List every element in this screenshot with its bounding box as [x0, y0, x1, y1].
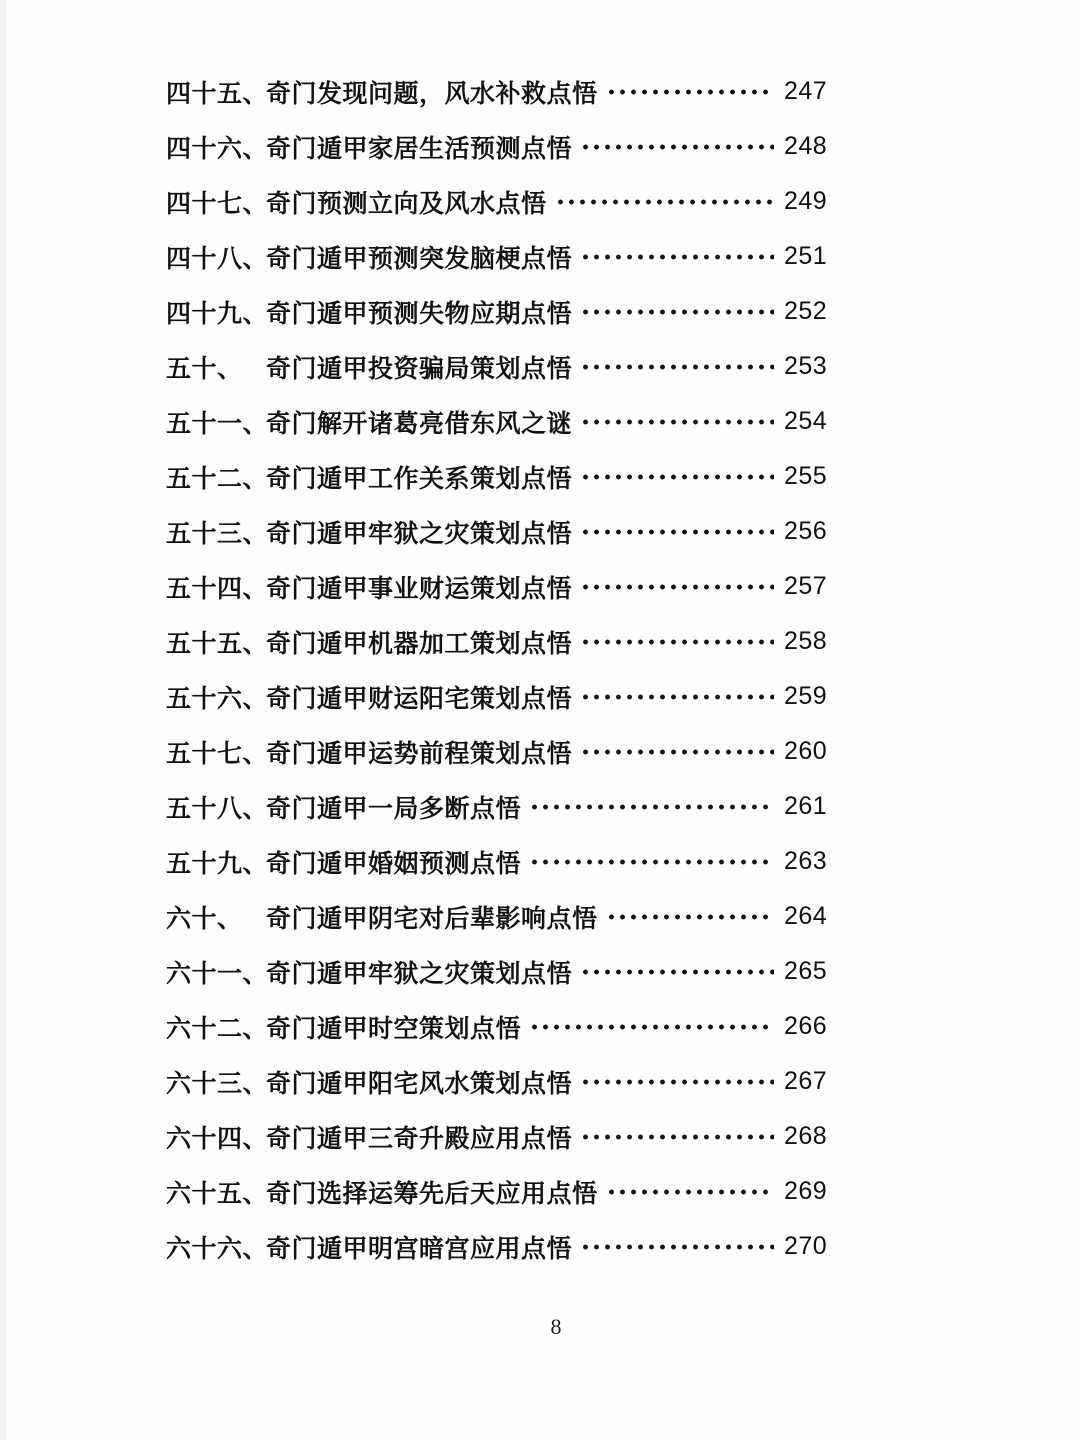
toc-entry [166, 1054, 826, 1109]
toc-entry-number: 五十六、 [166, 683, 269, 713]
toc-entry-title: 奇门遁甲运势前程策划点悟 [266, 738, 573, 768]
page-number: 8 [550, 1314, 562, 1339]
toc-entry-number: 五十五、 [166, 628, 269, 658]
toc-entry [166, 999, 826, 1054]
dot-leader [580, 969, 774, 975]
toc-entry [166, 174, 826, 229]
dot-leader [555, 199, 774, 205]
toc-entry [166, 339, 826, 394]
toc-entry-title: 奇门遁甲牢狱之灾策划点悟 [266, 958, 573, 988]
toc-entry-page: 252 [784, 297, 828, 325]
toc-entry-page: 247 [784, 77, 828, 105]
toc-entry-number: 四十九、 [166, 298, 269, 328]
toc-entry [166, 944, 826, 999]
toc-entry-number: 六十二、 [166, 1013, 269, 1043]
toc-entry-title: 奇门遁甲三奇升殿应用点悟 [266, 1123, 573, 1153]
toc-entry-number: 四十五、 [166, 78, 269, 108]
toc-entry-title: 奇门遁甲预测失物应期点悟 [266, 298, 573, 328]
toc-entry [166, 614, 826, 669]
toc-entry-page: 255 [784, 462, 828, 490]
toc-entry-page: 268 [784, 1122, 828, 1150]
toc-entry-title: 奇门遁甲预测突发脑梗点悟 [266, 243, 573, 273]
toc-entry-title: 奇门遁甲机器加工策划点悟 [266, 628, 573, 658]
toc-entry-number: 五十一、 [166, 408, 269, 438]
dot-leader [580, 1244, 774, 1250]
table-of-contents [166, 64, 826, 1274]
toc-entry [166, 394, 826, 449]
toc-entry-page: 266 [784, 1012, 828, 1040]
toc-entry-number: 五十、 [166, 353, 243, 383]
toc-entry-title: 奇门遁甲一局多断点悟 [266, 793, 522, 823]
toc-entry-page: 249 [784, 187, 828, 215]
toc-entry-title: 奇门发现问题，风水补救点悟 [266, 78, 598, 108]
toc-entry [166, 1219, 826, 1274]
toc-entry-page: 267 [784, 1067, 828, 1095]
toc-entry-page: 256 [784, 517, 828, 545]
toc-entry-page: 270 [784, 1232, 828, 1260]
toc-entry-page: 248 [784, 132, 828, 160]
dot-leader [580, 1134, 774, 1140]
toc-entry-title: 奇门选择运筹先后天应用点悟 [266, 1178, 598, 1208]
toc-entry-number: 五十九、 [166, 848, 269, 878]
toc-entry-page: 264 [784, 902, 828, 930]
toc-entry [166, 64, 826, 119]
toc-entry-title: 奇门遁甲时空策划点悟 [266, 1013, 522, 1043]
toc-entry-title: 奇门遁甲家居生活预测点悟 [266, 133, 573, 163]
toc-entry-title: 奇门遁甲财运阳宅策划点悟 [266, 683, 573, 713]
toc-entry [166, 284, 826, 339]
toc-entry-page: 259 [784, 682, 828, 710]
toc-entry-page: 253 [784, 352, 828, 380]
dot-leader [580, 639, 774, 645]
toc-entry [166, 504, 826, 559]
dot-leader [606, 914, 774, 920]
toc-entry-number: 五十四、 [166, 573, 269, 603]
toc-entry-title: 奇门遁甲工作关系策划点悟 [266, 463, 573, 493]
dot-leader [606, 89, 774, 95]
toc-entry-number: 六十、 [166, 903, 243, 933]
dot-leader [529, 804, 774, 810]
toc-entry-number: 六十一、 [166, 958, 269, 988]
toc-entry [166, 119, 826, 174]
dot-leader [580, 254, 774, 260]
dot-leader [529, 859, 774, 865]
toc-entry [166, 834, 826, 889]
toc-entry-number: 四十七、 [166, 188, 269, 218]
toc-entry [166, 669, 826, 724]
toc-entry [166, 1109, 826, 1164]
toc-entry [166, 724, 826, 779]
toc-entry-number: 六十四、 [166, 1123, 269, 1153]
dot-leader [529, 1024, 774, 1030]
dot-leader [580, 474, 774, 480]
toc-entry [166, 229, 826, 284]
toc-entry-title: 奇门预测立向及风水点悟 [266, 188, 547, 218]
toc-entry-number: 五十三、 [166, 518, 269, 548]
toc-entry-title: 奇门遁甲阴宅对后辈影响点悟 [266, 903, 598, 933]
toc-entry-title: 奇门遁甲牢狱之灾策划点悟 [266, 518, 573, 548]
toc-entry-title: 奇门遁甲投资骗局策划点悟 [266, 353, 573, 383]
dot-leader [580, 144, 774, 150]
toc-entry-number: 六十三、 [166, 1068, 269, 1098]
toc-entry [166, 559, 826, 614]
toc-entry-title: 奇门遁甲事业财运策划点悟 [266, 573, 573, 603]
toc-entry-page: 260 [784, 737, 828, 765]
dot-leader [580, 584, 774, 590]
toc-entry [166, 1164, 826, 1219]
toc-entry-number: 五十八、 [166, 793, 269, 823]
toc-entry-number: 四十六、 [166, 133, 269, 163]
dot-leader [606, 1189, 774, 1195]
toc-entry-title: 奇门遁甲阳宅风水策划点悟 [266, 1068, 573, 1098]
dot-leader [580, 309, 774, 315]
toc-entry [166, 779, 826, 834]
toc-entry-page: 257 [784, 572, 828, 600]
dot-leader [580, 419, 774, 425]
toc-entry [166, 889, 826, 944]
dot-leader [580, 749, 774, 755]
toc-entry-number: 五十二、 [166, 463, 269, 493]
toc-entry-number: 四十八、 [166, 243, 269, 273]
dot-leader [580, 364, 774, 370]
toc-entry-page: 269 [784, 1177, 828, 1205]
dot-leader [580, 1079, 774, 1085]
toc-entry-page: 258 [784, 627, 828, 655]
toc-entry-title: 奇门遁甲婚姻预测点悟 [266, 848, 522, 878]
toc-entry-number: 五十七、 [166, 738, 269, 768]
toc-entry-title: 奇门遁甲明宫暗宫应用点悟 [266, 1233, 573, 1263]
toc-entry-number: 六十五、 [166, 1178, 269, 1208]
toc-entry-page: 261 [784, 792, 828, 820]
toc-entry-page: 263 [784, 847, 828, 875]
dot-leader [580, 529, 774, 535]
toc-entry-page: 265 [784, 957, 828, 985]
toc-entry-number: 六十六、 [166, 1233, 269, 1263]
toc-entry-title: 奇门解开诸葛亮借东风之谜 [266, 408, 573, 438]
toc-entry-page: 251 [784, 242, 828, 270]
dot-leader [580, 694, 774, 700]
toc-entry [166, 449, 826, 504]
toc-entry-page: 254 [784, 407, 828, 435]
